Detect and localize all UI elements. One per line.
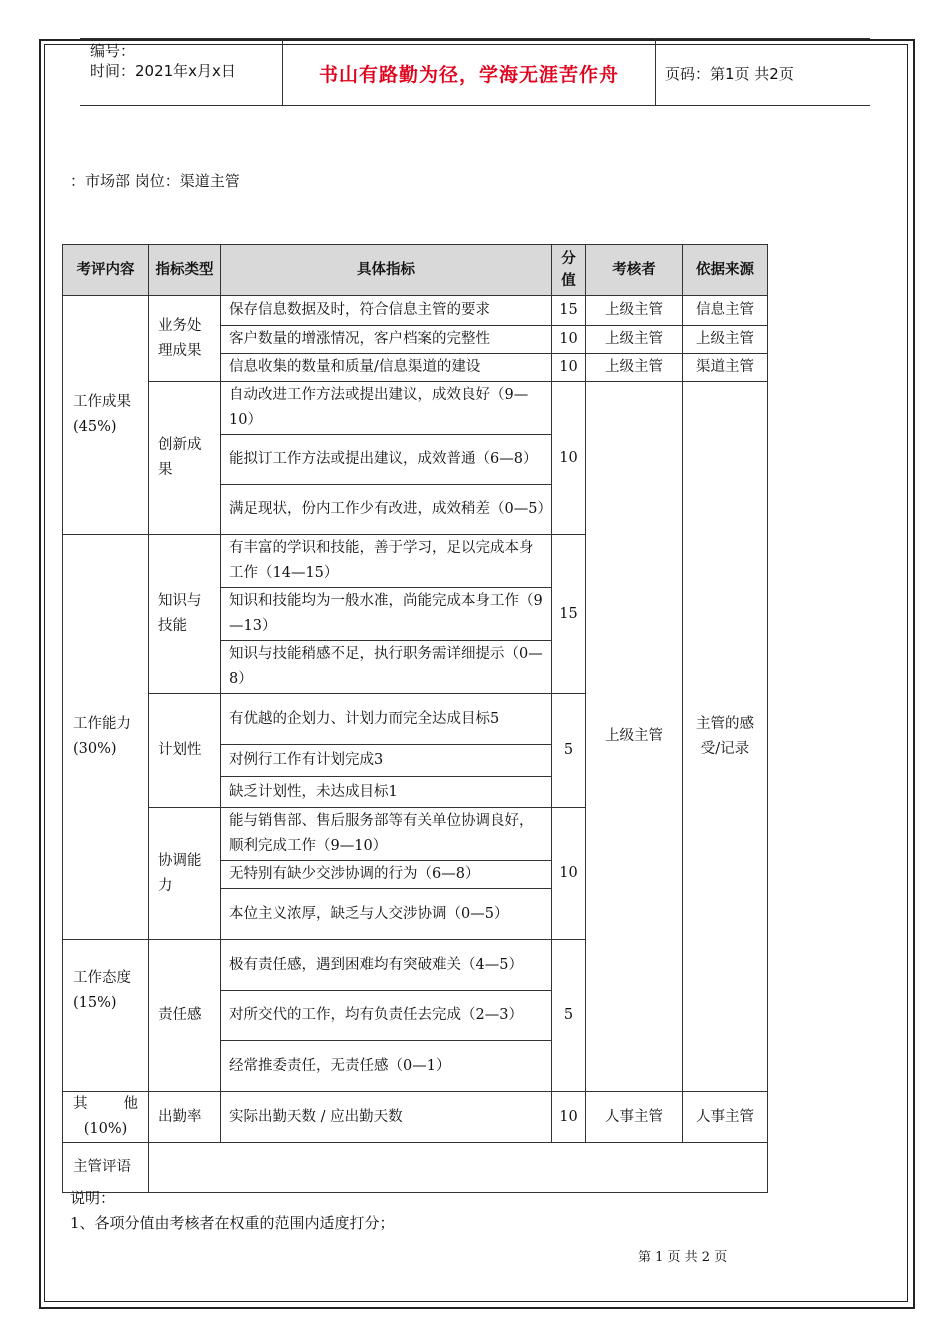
- table-row: [63, 296, 768, 326]
- header-page-number: 页码：第1页 共2页: [665, 65, 794, 83]
- score-b1: 15: [552, 296, 586, 326]
- indicator-p3: 缺乏计划性，未达成目标1: [221, 777, 552, 808]
- indicator-r3: 经常推委责任，无责任感（0—1）: [221, 1041, 552, 1092]
- score-b3: 10: [552, 354, 586, 382]
- dimension-work-attitude: 工作态度 (15%): [63, 940, 149, 1092]
- source-hr: 人事主管: [683, 1092, 768, 1143]
- score-b2: 10: [552, 326, 586, 354]
- indicator-r1: 极有责任感，遇到困难均有突破难关（4—5）: [221, 940, 552, 991]
- notes-item-1: 1、各项分值由考核者在权重的范围内适度打分；: [70, 1214, 395, 1232]
- indicator-i1: 自动改进工作方法或提出建议，成效良好（9—10）: [221, 382, 552, 435]
- table-row: [63, 382, 768, 435]
- header-motto: 书山有路勤为径，学海无涯苦作舟: [318, 64, 619, 86]
- source-feel-merged: 主管的感受/记录: [683, 382, 768, 1092]
- reviewer-hr: 人事主管: [586, 1092, 683, 1143]
- header-source: 依据来源: [683, 245, 768, 296]
- indicator-i2: 能拟订工作方法或提出建议，成效普通（6—8）: [221, 435, 552, 485]
- table-header-row: [63, 245, 768, 296]
- type-responsibility: 责任感: [149, 940, 221, 1092]
- dimension-work-results: 工作成果 (45%): [63, 296, 149, 535]
- comments-field[interactable]: [149, 1143, 768, 1193]
- header-dimension: 考评内容: [63, 245, 149, 296]
- reviewer-b2: 上级主管: [586, 326, 683, 354]
- reviewer-b3: 上级主管: [586, 354, 683, 382]
- header-meta: [90, 41, 236, 81]
- table-row-comments: [63, 1143, 768, 1193]
- type-innovation: 创新成果: [149, 382, 221, 535]
- type-coordination: 协调能力: [149, 808, 221, 940]
- indicator-b1: 保存信息数据及时，符合信息主管的要求: [221, 296, 552, 326]
- score-planning: 5: [552, 694, 586, 808]
- header-specific-indicator: 具体指标: [221, 245, 552, 296]
- indicator-k2: 知识和技能均为一般水准，尚能完成本身工作（9—13）: [221, 588, 552, 641]
- type-attendance: 出勤率: [149, 1092, 221, 1143]
- source-b3: 渠道主管: [683, 354, 768, 382]
- source-b2: 上级主管: [683, 326, 768, 354]
- score-innovation: 10: [552, 382, 586, 535]
- indicator-c3: 本位主义浓厚，缺乏与人交涉协调（0—5）: [221, 889, 552, 940]
- dimension-comments: 主管评语: [63, 1143, 149, 1193]
- document-header: [80, 38, 870, 106]
- header-divider-right: [655, 39, 656, 105]
- table-row: [63, 1092, 768, 1143]
- indicator-b2: 客户数量的增涨情况，客户档案的完整性: [221, 326, 552, 354]
- indicator-k3: 知识与技能稍感不足，执行职务需详细提示（0—8）: [221, 641, 552, 694]
- doc-number-label: 编号：: [90, 42, 136, 60]
- reviewer-b1: 上级主管: [586, 296, 683, 326]
- type-business-results: 业务处理成果: [149, 296, 221, 382]
- header-score: 分值: [552, 245, 586, 296]
- header-reviewer: 考核者: [586, 245, 683, 296]
- department-position-line: ：市场部 岗位：渠道主管: [70, 172, 240, 190]
- header-indicator-type: 指标类型: [149, 245, 221, 296]
- indicator-p1: 有优越的企划力、计划力而完全达成目标5: [221, 694, 552, 745]
- indicator-i3: 满足现状，份内工作少有改进，成效稍差（0—5）: [221, 485, 552, 535]
- footer-page-number: 第 1 页 共 2 页: [638, 1250, 728, 1265]
- dimension-other: 其 他 (10%): [63, 1092, 149, 1143]
- score-coordination: 10: [552, 808, 586, 940]
- indicator-r2: 对所交代的工作，均有负责任去完成（2—3）: [221, 991, 552, 1041]
- evaluation-table: [62, 244, 768, 1193]
- score-responsibility: 5: [552, 940, 586, 1092]
- indicator-a1: 实际出勤天数 / 应出勤天数: [221, 1092, 552, 1143]
- indicator-p2: 对例行工作有计划完成3: [221, 745, 552, 777]
- type-knowledge-skills: 知识与技能: [149, 535, 221, 694]
- indicator-c2: 无特别有缺少交涉协调的行为（6—8）: [221, 861, 552, 889]
- indicator-k1: 有丰富的学识和技能，善于学习，足以完成本身工作（14—15）: [221, 535, 552, 588]
- notes-section: [70, 1186, 395, 1236]
- dimension-work-ability: 工作能力 (30%): [63, 535, 149, 940]
- doc-date-label: 时间：2021年x月x日: [90, 62, 236, 80]
- reviewer-superior-merged: 上级主管: [586, 382, 683, 1092]
- notes-title: 说明：: [70, 1189, 116, 1207]
- indicator-b3: 信息收集的数量和质量/信息渠道的建设: [221, 354, 552, 382]
- indicator-c1: 能与销售部、售后服务部等有关单位协调良好，顺利完成工作（9—10）: [221, 808, 552, 861]
- score-knowledge: 15: [552, 535, 586, 694]
- source-b1: 信息主管: [683, 296, 768, 326]
- type-planning: 计划性: [149, 694, 221, 808]
- score-attendance: 10: [552, 1092, 586, 1143]
